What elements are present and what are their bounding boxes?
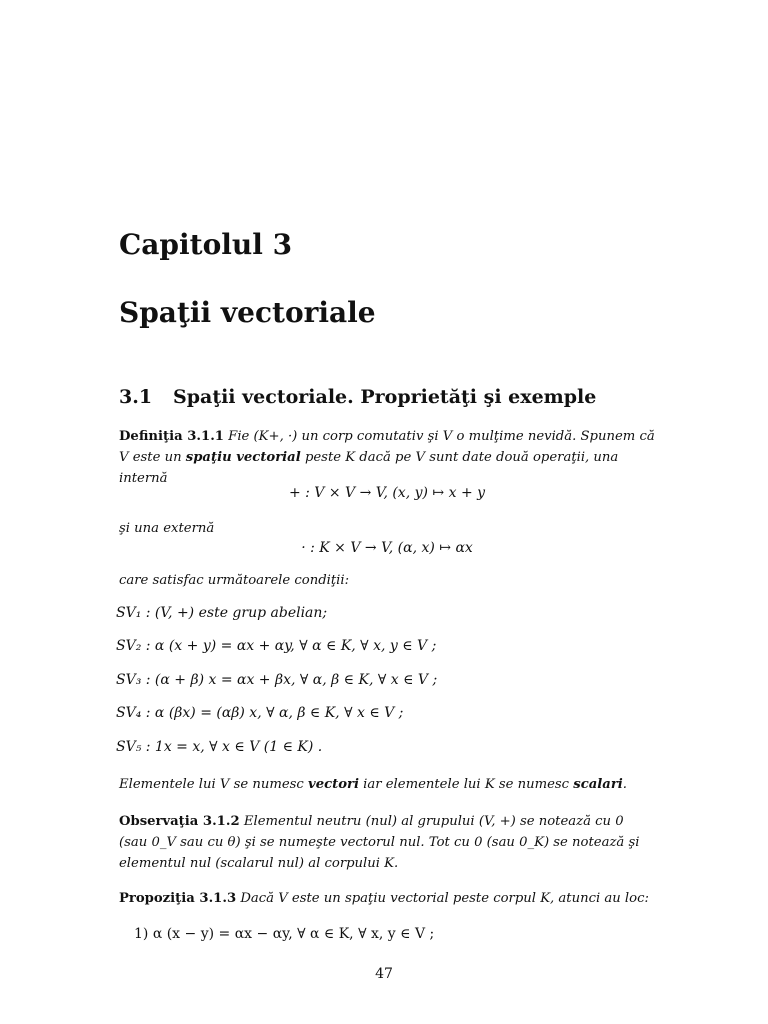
page-number: 47 xyxy=(375,966,393,982)
observation-label: Observaţia 3.1.2 xyxy=(119,814,240,829)
proposition-text: Dacă V este un spaţiu vectorial peste corpul K, atunci au loc: xyxy=(240,891,649,906)
term-vectori: vectori xyxy=(308,777,359,792)
axiom-sv2: SV₂ : α (x + y) = αx + αy, ∀ α ∈ K, ∀ x, y ∈ V ; xyxy=(116,638,437,654)
internal-operation: + : V × V → V, (x, y) ↦ x + y xyxy=(288,485,486,501)
section-title: Spaţii vectoriale. Proprietăţi şi exemple xyxy=(173,386,597,408)
proposition-item-1: 1) α (x − y) = αx − αy, ∀ α ∈ K, ∀ x, y ∈ V ; xyxy=(134,926,435,942)
chapter-title: Spaţii vectoriale xyxy=(119,296,376,329)
proposition-paragraph xyxy=(119,888,655,909)
definition-text-1: Fie (K+, ·) un corp comutativ şi V o mulţime nevidă. Spunem că V este un xyxy=(119,429,655,465)
proposition-label: Propoziţia 3.1.3 xyxy=(119,891,237,906)
definition-label: Definiţia 3.1.1 xyxy=(119,429,224,444)
definition-term: spaţiu vectorial xyxy=(185,450,301,465)
axiom-sv5: SV₅ : 1x = x, ∀ x ∈ V (1 ∈ K) . xyxy=(116,739,323,755)
axiom-sv3: SV₃ : (α + β) x = αx + βx, ∀ α, β ∈ K, ∀ x ∈ V ; xyxy=(116,672,438,688)
term-scalari: scalari xyxy=(573,777,623,792)
elements-note xyxy=(119,774,655,795)
definition-text-2: peste K dacă pe V sunt date două operaţii, una internă xyxy=(119,450,619,486)
axiom-sv1: SV₁ : (V, +) este grup abelian; xyxy=(116,605,328,621)
chapter-label: Capitolul 3 xyxy=(119,228,293,261)
external-operation: · : K × V → V, (α, x) ↦ αx xyxy=(301,540,473,556)
observation-paragraph xyxy=(119,811,655,874)
axiom-sv4: SV₄ : α (βx) = (αβ) x, ∀ α, β ∈ K, ∀ x ∈ V ; xyxy=(116,705,404,721)
conditions-intro: care satisfac următoarele condiţii: xyxy=(119,573,350,588)
definition-paragraph xyxy=(119,426,655,489)
section-heading xyxy=(119,386,596,408)
section-number: 3.1 xyxy=(119,386,153,408)
elements-note-text-1: Elementele lui V se numesc xyxy=(119,777,304,792)
elements-note-text-2: iar elementele lui K se numesc xyxy=(363,777,570,792)
external-intro: şi una externă xyxy=(119,521,215,536)
elements-note-text-3: . xyxy=(622,777,627,792)
observation-text: Elementul neutru (nul) al grupului (V, +) se notează cu 0 (sau 0_V sau cu θ) şi se numeşte vectorul nul. Tot cu 0 (sau 0_K) se notează şi elementul nul (scalarul nul) al corpului K. xyxy=(119,814,640,871)
